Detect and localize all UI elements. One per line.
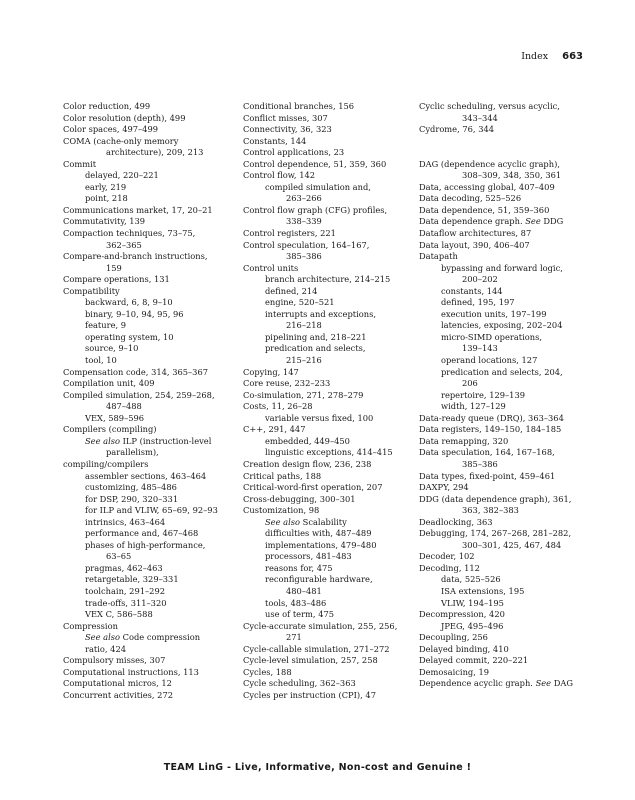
index-subentry: source, 9–10 [85,343,139,354]
see-target: ILP (instruction-level [120,435,212,446]
index-entry: Data dependence, 51, 359–360 [419,204,550,215]
index-subentry: defined, 195, 197 [441,297,515,308]
index-subentry: reconfigurable hardware, [265,574,373,585]
index-subentry [63,436,218,448]
index-entry: DDG (data dependence graph), 361, [419,493,572,504]
index-subentry: JPEG, 495–496 [441,620,504,631]
see-reference: See [525,216,541,227]
index-entry: Cycles per instruction (CPI), 47 [243,689,376,700]
index-entry: Data, accessing global, 407–409 [419,181,555,192]
index-entry: Control flow graph (CFG) profiles, [243,204,388,215]
index-subentry: customizing, 485–486 [85,482,177,493]
index-entry: Critical-word-first operation, 207 [243,482,383,493]
index-entry: Copying, 147 [243,366,299,377]
index-subentry: data, 525–526 [441,574,501,585]
index-entry: Costs, 11, 26–28 [243,401,313,412]
index-entry: Commit [63,158,97,169]
index-subentry: constants, 144 [441,285,503,296]
index-entry: Control flow, 142 [243,170,316,181]
index-subentry: micro-SIMD operations, [441,331,543,342]
index-subentry: tool, 10 [85,355,117,366]
index-continuation: 385–386 [286,251,322,262]
index-subentry: ISA extensions, 195 [441,585,525,596]
index-continuation: 200–202 [462,274,498,285]
see-target: Scalability [300,516,347,527]
index-entry: Control applications, 23 [243,147,345,158]
index-entry: Data registers, 149–150, 184–185 [419,424,562,435]
index-subentry: backward, 6, 8, 9–10 [85,297,173,308]
index-subentry [243,517,397,529]
index-subentry: pipelining and, 218–221 [265,331,367,342]
index-continuation: 363, 382–383 [462,505,519,516]
index-subentry: latencies, exposing, 202–204 [441,320,563,331]
index-entry: Dataflow architectures, 87 [419,228,532,239]
index-subentry: operating system, 10 [85,331,174,342]
index-continuation: 263–266 [286,193,322,204]
index-entry: Decoding, 112 [419,562,480,573]
index-continuation: 139–143 [462,343,498,354]
index-subentry: engine, 520–521 [265,297,335,308]
index-entry: DAXPY, 294 [419,482,469,493]
index-entry: Commutativity, 139 [63,216,146,227]
index-entry: Critical paths, 188 [243,470,322,481]
index-subentry: feature, 9 [85,320,127,331]
index-entry: Constants, 144 [243,135,307,146]
index-subentry: for DSP, 290, 320–331 [85,493,179,504]
index-entry: Cycle-callable simulation, 271–272 [243,643,390,654]
index-subentry: for ILP and VLIW, 65–69, 92–93 [85,505,218,516]
index-subentry: execution units, 197–199 [441,308,547,319]
index-continuation: 216–218 [286,320,322,331]
index-subentry: variable versus fixed, 100 [265,412,374,423]
index-subentry: bypassing and forward logic, [441,262,563,273]
index-entry: Compare operations, 131 [63,274,170,285]
index-subentry: compiled simulation and, [265,181,371,192]
index-subentry: repertoire, 129–139 [441,389,526,400]
running-title: Index [521,51,549,62]
index-subentry: width, 127–129 [441,401,506,412]
index-subentry: linguistic exceptions, 414–415 [265,447,393,458]
index-entry: Cycle scheduling, 362–363 [243,678,356,689]
index-entry: Data-ready queue (DRQ), 363–364 [419,412,564,423]
index-entry: Compression [63,620,118,631]
index-continuation: 215–216 [286,355,322,366]
index-entry: Compensation code, 314, 365–367 [63,366,209,377]
index-column-3 [419,101,573,690]
index-entry: Cyclic scheduling, versus acyclic, [419,101,560,111]
see-target: DAG [551,678,573,689]
index-subentry: branch architecture, 214–215 [265,274,391,285]
index-entry: Data decoding, 525–526 [419,193,522,204]
index-entry: Decompression, 420 [419,609,505,620]
index-entry: Data types, fixed-point, 459–461 [419,470,556,481]
index-entry: Control registers, 221 [243,228,336,239]
footer-watermark: TEAM LinG - Live, Informative, Non-cost and Genuine ! [163,762,472,773]
index-subentry: phases of high-performance, [85,539,206,550]
page-header [521,51,583,62]
index-entry: Compulsory misses, 307 [63,655,166,666]
index-entry: Computational micros, 12 [63,678,172,689]
index-subentry: toolchain, 291–292 [85,585,166,596]
index-entry: COMA (cache-only memory [63,135,179,146]
index-subentry: performance and, 467–468 [85,528,199,539]
index-continuation: 63–65 [106,551,132,562]
see-reference: See [535,678,552,689]
index-entry: Computational instructions, 113 [63,666,199,677]
index-subentry: embedded, 449–450 [265,435,350,446]
index-entry: Control units [243,262,299,273]
index-entry: Demosaicing, 19 [419,666,490,677]
index-entry: Color reduction, 499 [63,101,151,111]
index-entry: Cycles, 188 [243,666,292,677]
index-continuation: 480–481 [286,585,322,596]
index-subentry: reasons for, 475 [265,562,333,573]
index-entry: Compaction techniques, 73–75, [63,228,196,239]
index-continuation: 206 [462,378,478,389]
index-entry: Color spaces, 497–499 [63,124,159,135]
index-subentry: predication and selects, 204, [441,366,563,377]
index-entry: Deadlocking, 363 [419,516,493,527]
index-entry: Communications market, 17, 20–21 [63,204,213,215]
index-subentry: interrupts and exceptions, [265,308,376,319]
index-subentry: predication and selects, [265,343,366,354]
index-subentry: defined, 214 [265,285,318,296]
index-entry: Concurrent activities, 272 [63,689,174,700]
index-entry: compiling/compilers [63,458,149,469]
index-entry: Datapath [419,251,458,262]
index-subentry: early, 219 [85,181,127,192]
index-subentry: use of term, 475 [265,609,335,620]
index-entry: Compilers (compiling) [63,424,157,435]
index-subentry: point, 218 [85,193,128,204]
index-entry: Decoder, 102 [419,551,475,562]
index-entry: Co-simulation, 271, 278–279 [243,389,364,400]
index-continuation: 487–488 [106,401,142,412]
index-continuation: 338–339 [286,216,322,227]
index-subentry: assembler sections, 463–464 [85,470,207,481]
index-entry [419,678,573,690]
index-continuation: 308–309, 348, 350, 361 [462,170,562,181]
index-continuation: parallelism), [106,447,159,458]
index-entry: Compatibility [63,285,120,296]
index-subentry: VLIW, 194–195 [441,597,504,608]
index-continuation: architecture), 209, 213 [106,147,204,158]
see-target: DDG [540,216,564,227]
page-number: 663 [562,51,583,62]
index-spacer [419,136,573,148]
see-reference: See also [85,435,120,446]
index-continuation: 343–344 [462,112,498,123]
index-entry: Customization, 98 [243,505,320,516]
index-entry: DAG (dependence acyclic graph), [419,158,560,169]
see-reference: See also [265,516,300,527]
index-entry: Delayed commit, 220–221 [419,655,529,666]
index-entry: Debugging, 174, 267–268, 281–282, [419,528,572,539]
index-subentry: VEX C, 586–588 [85,609,153,620]
see-target: Code compression [120,632,201,643]
index-entry: Cycle-level simulation, 257, 258 [243,655,378,666]
index-entry-text: Data dependence graph. [419,216,526,227]
index-entry: Decoupling, 256 [419,632,488,643]
index-entry: Data remapping, 320 [419,435,509,446]
index-entry: Data speculation, 164, 167–168, [419,447,555,458]
index-subentry: intrinsics, 463–464 [85,516,166,527]
index-subentry: operand locations, 127 [441,355,538,366]
index-continuation: 300–301, 425, 467, 484 [462,539,562,550]
index-subentry: delayed, 220–221 [85,170,159,181]
index-subentry: VEX, 589–596 [85,412,145,423]
index-subentry [63,632,218,644]
index-subentry: retargetable, 329–331 [85,574,179,585]
index-entry [419,216,573,228]
index-entry: Control dependence, 51, 359, 360 [243,158,387,169]
index-subentry: trade-offs, 311–320 [85,597,167,608]
index-entry: Compare-and-branch instructions, [63,251,208,262]
index-subentry: tools, 483–486 [265,597,327,608]
index-subentry: pragmas, 462–463 [85,562,163,573]
index-entry: Core reuse, 232–233 [243,378,331,389]
index-entry: Conflict misses, 307 [243,112,328,123]
index-column-2 [243,101,397,701]
index-entry: Compilation unit, 409 [63,378,155,389]
index-subentry: implementations, 479–480 [265,539,377,550]
index-column-1 [63,101,218,701]
index-entry: Cydrome, 76, 344 [419,124,495,135]
see-reference: See also [85,632,120,643]
index-entry: Control speculation, 164–167, [243,239,370,250]
index-entry-text: Dependence acyclic graph. [419,678,536,689]
index-entry: Delayed binding, 410 [419,643,509,654]
index-entry: Creation design flow, 236, 238 [243,458,372,469]
index-entry: Cycle-accurate simulation, 255, 256, [243,620,398,631]
index-subentry: binary, 9–10, 94, 95, 96 [85,308,184,319]
index-subentry: processors, 481–483 [265,551,352,562]
index-entry: Compiled simulation, 254, 259–268, [63,389,215,400]
index-entry: Conditional branches, 156 [243,101,355,111]
index-continuation: 271 [286,632,302,643]
index-entry: Connectivity, 36, 323 [243,124,332,135]
index-entry: C++, 291, 447 [243,424,306,435]
index-continuation: 159 [106,262,122,273]
index-spacer [419,147,573,159]
index-subentry: difficulties with, 487–489 [265,528,372,539]
index-subentry: ratio, 424 [85,643,127,654]
index-continuation: 385–386 [462,458,498,469]
index-entry: Cross-debugging, 300–301 [243,493,356,504]
index-entry: Data layout, 390, 406–407 [419,239,530,250]
index-entry: Color resolution (depth), 499 [63,112,186,123]
index-continuation: 362–365 [106,239,142,250]
